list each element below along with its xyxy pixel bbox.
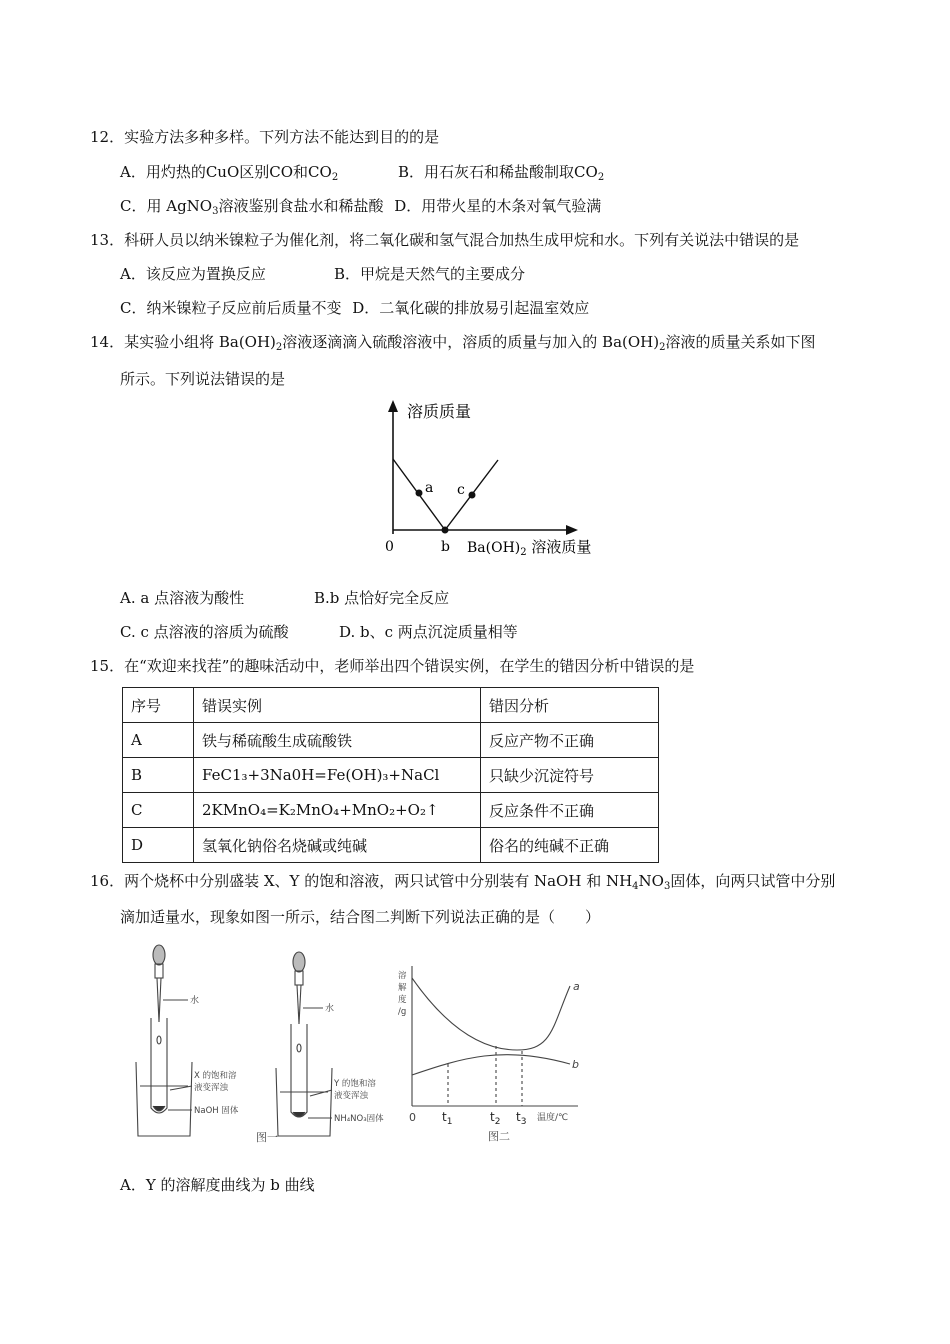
q13-options-row2 <box>120 298 589 318</box>
q16-figure-1 <box>128 940 390 1150</box>
point-c-marker <box>469 492 476 499</box>
fig2-ylabel-2: 解 <box>398 983 407 993</box>
q12-options-row2 <box>120 196 601 216</box>
q13-option-a: A．该反应为置换反应 <box>120 265 266 283</box>
point-b-marker <box>442 527 449 534</box>
table-cell-analysis: 只缺少沉淀符号 <box>481 758 659 793</box>
table-header-row <box>123 688 659 723</box>
table-cell-id: D <box>123 828 194 863</box>
q15-stem: 15．在“欢迎来找茬”的趣味活动中，老师举出四个错误实例，在学生的错因分析中错误的是 <box>90 657 695 675</box>
table-cell-example: 2KMnO₄=K₂MnO₄+MnO₂+O₂↑ <box>194 793 481 828</box>
q12-option-a: A．用灼热的CuO区别CO和CO <box>120 163 332 181</box>
curve-b <box>412 1055 570 1075</box>
q14-graph-ylabel: 溶质质量 <box>407 402 472 421</box>
q14-stem-line1: 14．某实验小组将 $Ba(OH)_2$溶液逐滴滴入硫酸溶液中，溶质的质量与加入的 $Ba(OH)_2$溶液的质量关系如下图 <box>90 333 816 353</box>
fig1-x-label-2: 液变浑浊 <box>194 1083 229 1093</box>
q14-option-b: B.b 点恰好完全反应 <box>314 589 450 607</box>
fig2-t3-label: $t_3$ <box>516 1110 527 1127</box>
fig1-caption: 图一 <box>256 1131 278 1144</box>
q16-stem-line2: 滴加适量水，现象如图一所示，结合图二判断下列说法正确的是（ ） <box>120 908 601 926</box>
table-cell-id: A <box>123 723 194 758</box>
q12-options-row1: A．用灼热的CuO区别CO和$CO_2$ B．用石灰石和稀盐酸制取$CO_2$ <box>120 163 605 183</box>
q14-option-a: A. a 点溶液为酸性 <box>120 589 245 607</box>
q14-graph-xlabel: $Ba(OH)_2$ 溶液质量 <box>467 538 592 558</box>
fig2-ylabel-4: /g <box>398 1007 407 1017</box>
fig2-t2-label: $t_2$ <box>490 1110 501 1127</box>
table-cell-analysis: 俗名的纯碱不正确 <box>481 828 659 863</box>
q16-option-a: A．Y 的溶解度曲线为 b 曲线 <box>120 1176 315 1194</box>
table-cell-id: B <box>123 758 194 793</box>
fig1-naoh-label: NaOH 固体 <box>194 1106 239 1116</box>
q15-table <box>122 687 659 863</box>
table-cell-example: FeC1₃+3Na0H=Fe(OH)₃+NaCl <box>194 758 481 793</box>
fig1-water-label-2: 水 <box>325 1004 335 1014</box>
table-header: 序号 <box>123 688 194 723</box>
fig2-xlabel: 温度/℃ <box>537 1113 569 1123</box>
q14-stem-line2: 所示。下列说法错误的是 <box>120 370 286 388</box>
table-cell-analysis: 反应产物不正确 <box>481 723 659 758</box>
table-header: 错因分析 <box>481 688 659 723</box>
fig2-origin: 0 <box>409 1111 416 1124</box>
table-cell-example: 氢氧化钠俗名烧碱或纯碱 <box>194 828 481 863</box>
q14-options-row1 <box>120 588 449 608</box>
fig2-curve-a-label: a <box>573 980 580 993</box>
fig1-nh4no3-label: NH₄NO₃固体 <box>334 1114 384 1124</box>
q14-option-d: D. b、c 两点沉淀质量相等 <box>339 623 518 641</box>
q12-stem: 12．实验方法多种多样。下列方法不能达到目的的是 <box>90 128 440 146</box>
fig1-y-label-1: Y 的饱和溶 <box>334 1079 376 1089</box>
q12-option-d: D．用带火星的木条对氧气验满 <box>394 197 602 215</box>
q13-options-row1 <box>120 264 525 284</box>
point-a-marker <box>416 490 423 497</box>
q13-option-d: D．二氧化碳的排放易引起温室效应 <box>352 299 590 317</box>
fig2-ylabel-3: 度 <box>398 995 407 1005</box>
fig1-y-label-2: 液变浑浊 <box>334 1091 369 1101</box>
fig2-ylabel-1: 溶 <box>398 971 407 981</box>
table-header: 错误实例 <box>194 688 481 723</box>
fig2-curve-b-label: b <box>572 1058 579 1071</box>
q14-graph-label-a: a <box>425 480 434 496</box>
q12-option-b: B．用石灰石和稀盐酸制取CO <box>398 163 598 181</box>
table-cell-analysis: 反应条件不正确 <box>481 793 659 828</box>
table-row <box>123 723 659 758</box>
curve-a <box>412 978 570 1050</box>
table-cell-id: C <box>123 793 194 828</box>
q16-figure-2 <box>392 958 588 1150</box>
q16-stem-line1: 16．两个烧杯中分别盛装 X、Y 的饱和溶液，两只试管中分别装有 NaOH 和 $NH_4NO_3$固体，向两只试管中分别 <box>90 872 836 892</box>
q14-options-row2 <box>120 622 518 642</box>
fig2-caption: 图二 <box>488 1130 510 1143</box>
table-row <box>123 793 659 828</box>
q14-graph-label-c: c <box>457 482 465 498</box>
q13-stem: 13．科研人员以纳米镍粒子为催化剂，将二氧化碳和氢气混合加热生成甲烷和水。下列有关说法中错误的是 <box>90 231 800 249</box>
q14-graph-label-b: b <box>441 539 450 555</box>
fig2-t1-label: $t_1$ <box>442 1110 453 1127</box>
q13-option-c: C．纳米镍粒子反应前后质量不变 <box>120 299 342 317</box>
fig1-x-label-1: X 的饱和溶 <box>194 1071 237 1081</box>
table-row <box>123 828 659 863</box>
q14-graph <box>370 396 610 564</box>
q14-graph-origin: 0 <box>385 539 394 555</box>
table-row <box>123 758 659 793</box>
q12-option-c: C．用 AgNO$_3$溶液鉴别食盐水和稀盐酸 <box>120 197 384 217</box>
table-cell-example: 铁与稀硫酸生成硫酸铁 <box>194 723 481 758</box>
fig1-water-label-1: 水 <box>190 996 200 1006</box>
q13-option-b: B．甲烷是天然气的主要成分 <box>334 265 526 283</box>
q14-option-c: C. c 点溶液的溶质为硫酸 <box>120 623 289 641</box>
